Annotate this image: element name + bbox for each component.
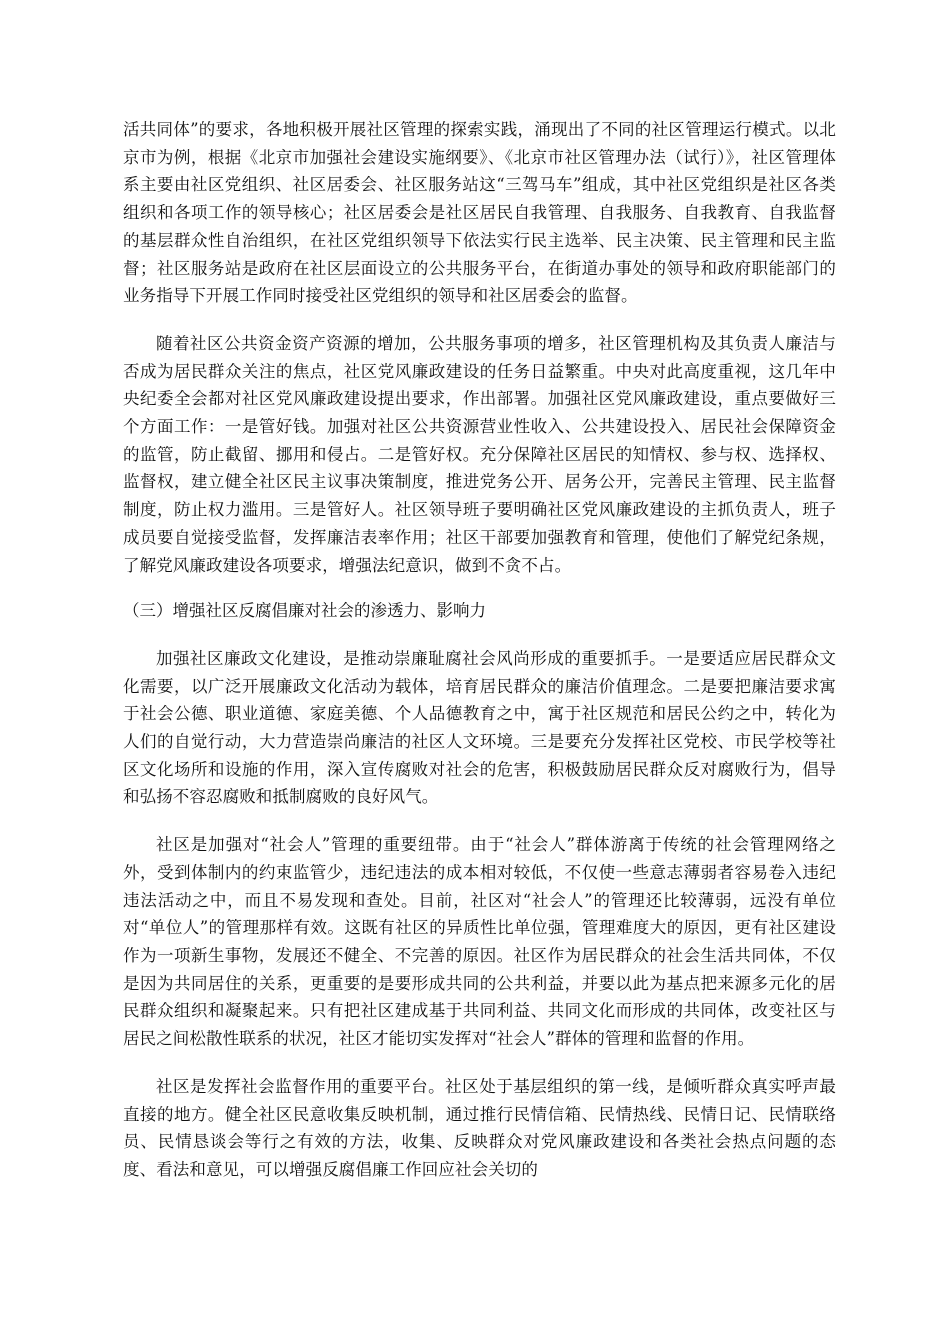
paragraph-party-integrity-building: 随着社区公共资金资产资源的增加，公共服务事项的增多，社区管理机构及其负责人廉洁与否成为居民群众关注的焦点，社区党风廉政建设的任务日益繁重。中央对此高度重视，这几年中央纪委全会都对社区党风廉政建设提出要求，作出部署。加强社区党风廉政建设，重点要做好三个方面工作：一是管好钱。加强对社区公共资源营业性收入、公共建设投入、居民社会保障资金的监管，防止截留、挪用和侵占。二是管好权。充分保障社区居民的知情权、参与权、选择权、监督权，建立健全社区民主议事决策制度，推进党务公开、居务公开，完善民主管理、民主监督制度，防止权力滥用。三是管好人。社区领导班子要明确社区党风廉政建设的主抓负责人，班子成员要自觉接受监督，发挥廉洁表率作用；社区干部要加强教育和管理，使他们了解党纪条规，了解党风廉政建设各项要求，增强法纪意识，做到不贪不占。 [123, 333, 836, 575]
paragraph-integrity-culture: 加强社区廉政文化建设，是推动崇廉耻腐社会风尚形成的重要抓手。一是要适应居民群众文化需要，以广泛开展廉政文化活动为载体，培育居民群众的廉洁价值理念。二是要把廉洁要求寓于社会公德、职业道德、家庭美德、个人品德教育之中，寓于社区规范和居民公约之中，转化为人们的自觉行动，大力营造崇尚廉洁的社区人文环境。三是要充分发挥社区党校、市民学校等社区文化场所和设施的作用，深入宣传腐败对社会的危害，积极鼓励居民群众反对腐败行为，倡导和弘扬不容忍腐败和抵制腐败的良好风气。 [123, 648, 836, 807]
paragraph-social-person-management: 社区是加强对“社会人”管理的重要纽带。由于“社会人”群体游离于传统的社会管理网络之外，受到体制内的约束监管少，违纪违法的成本相对较低，不仅使一些意志薄弱者容易卷入违纪违法活动之中，而且不易发现和查处。目前，社区对“社会人”的管理还比较薄弱，远没有单位对“单位人”的管理那样有效。这既有社区的异质性比单位强，管理难度大的原因，更有社区建设作为一项新生事物，发展还不健全、不完善的原因。社区作为居民群众的社会生活共同体，不仅是因为共同居住的关系，更重要的是要形成共同的公共利益，并要以此为基点把来源多元化的居民群众组织和凝聚起来。只有把社区建成基于共同利益、共同文化而形成的共同体，改变社区与居民之间松散性联系的状况，社区才能切实发挥对“社会人”群体的管理和监督的作用。 [123, 835, 836, 1049]
document-body [123, 116, 836, 1184]
paragraph-social-supervision: 社区是发挥社会监督作用的重要平台。社区处于基层组织的第一线，是倾听群众真实呼声最直接的地方。健全社区民意收集反映机制，通过推行民情信箱、民情热线、民情日记、民情联络员、民情恳谈会等行之有效的方法，收集、反映群众对党风廉政建设和各类社会热点问题的态度、看法和意见，可以增强反腐倡廉工作回应社会关切的 [123, 1076, 836, 1179]
paragraph-community-management-models: 活共同体”的要求，各地积极开展社区管理的探索实践，涌现出了不同的社区管理运行模式。以北京市为例，根据《北京市加强社会建设实施纲要》、《北京市社区管理办法（试行）》，社区管理体系主要由社区党组织、社区居委会、社区服务站这“三驾马车”组成，其中社区党组织是社区各类组织和各项工作的领导核心；社区居委会是社区居民自我管理、自我服务、自我教育、自我监督的基层群众性自治组织，在社区党组织领导下依法实行民主选举、民主决策、民主管理和民主监督；社区服务站是政府在社区层面设立的公共服务平台，在街道办事处的领导和政府职能部门的业务指导下开展工作同时接受社区党组织的领导和社区居委会的监督。 [123, 120, 836, 306]
section-heading-3: （三）增强社区反腐倡廉对社会的渗透力、影响力 [123, 601, 486, 621]
